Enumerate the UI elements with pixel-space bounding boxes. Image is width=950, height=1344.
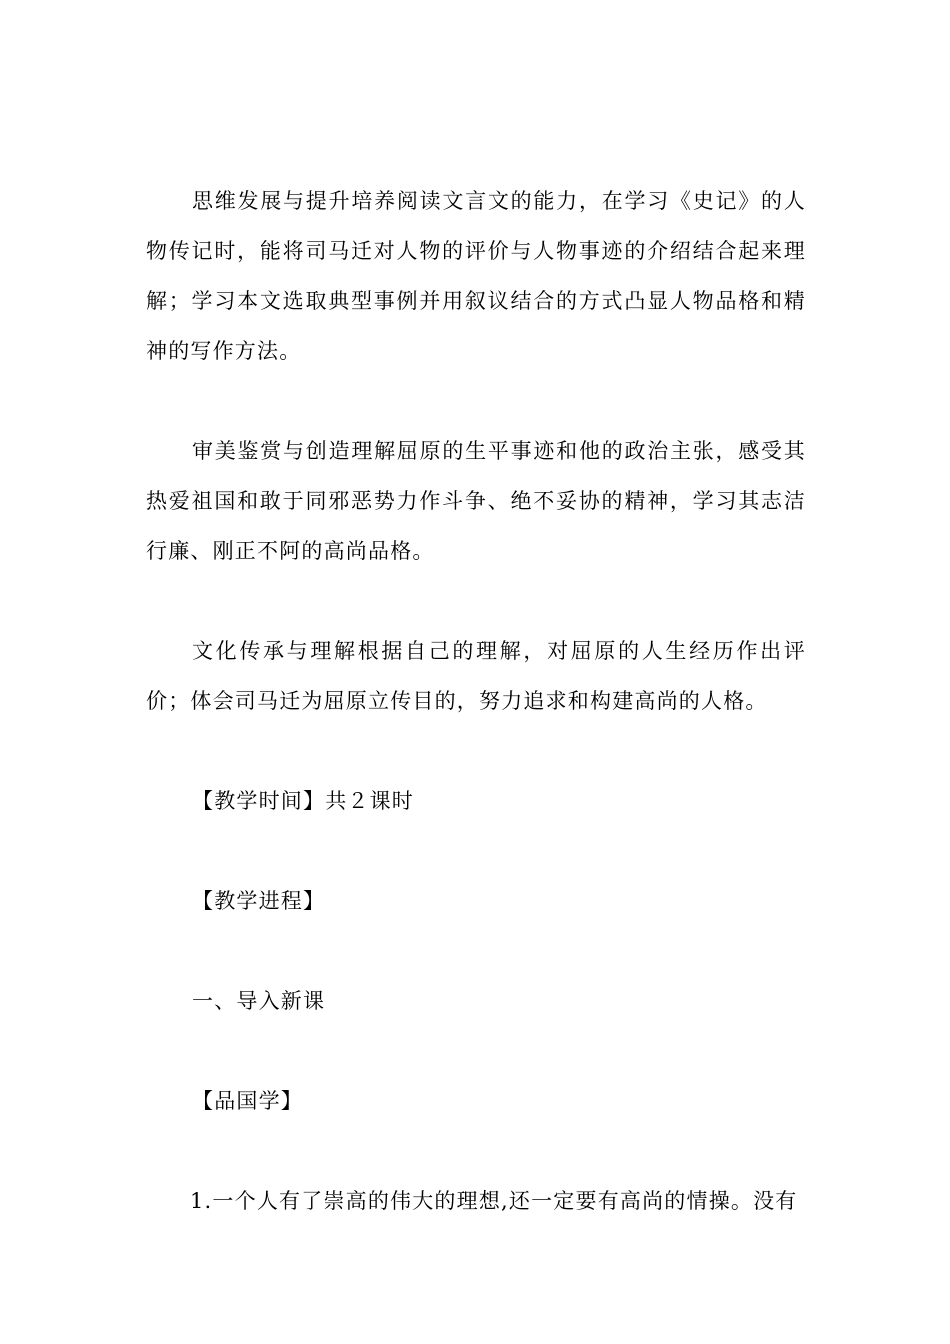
section-heading-guoxue: 【品国学】 (192, 1089, 303, 1113)
section-heading-introduction: 一、导入新课 (192, 989, 326, 1013)
paragraph-teaching-process: 【教学进程】 (192, 889, 326, 913)
paragraph-cultural-heritage: 文化传承与理解根据自己的理解，对屈原的人生经历作出评价；体会司马迁为屈原立传目的，努力追求和构建高尚的人格。 (146, 639, 806, 713)
paragraph-thinking-development: 思维发展与提升培养阅读文言文的能力，在学习《史记》的人物传记时，能将司马迁对人物的评价与人物事迹的介绍结合起来理解；学习本文选取典型事例并用叙议结合的方式凸显人物品格和精神的写作方法。 (146, 189, 806, 363)
paragraph-item-1: 1.一个人有了崇高的伟大的理想,还一定要有高尚的情操。没有 (190, 1189, 798, 1213)
paragraph-aesthetic-appreciation: 审美鉴赏与创造理解屈原的生平事迹和他的政治主张，感受其热爱祖国和敢于同邪恶势力作斗争、绝不妥协的精神，学习其志洁行廉、刚正不阿的高尚品格。 (146, 439, 806, 563)
paragraph-teaching-time: 【教学时间】共２课时 (192, 789, 414, 813)
